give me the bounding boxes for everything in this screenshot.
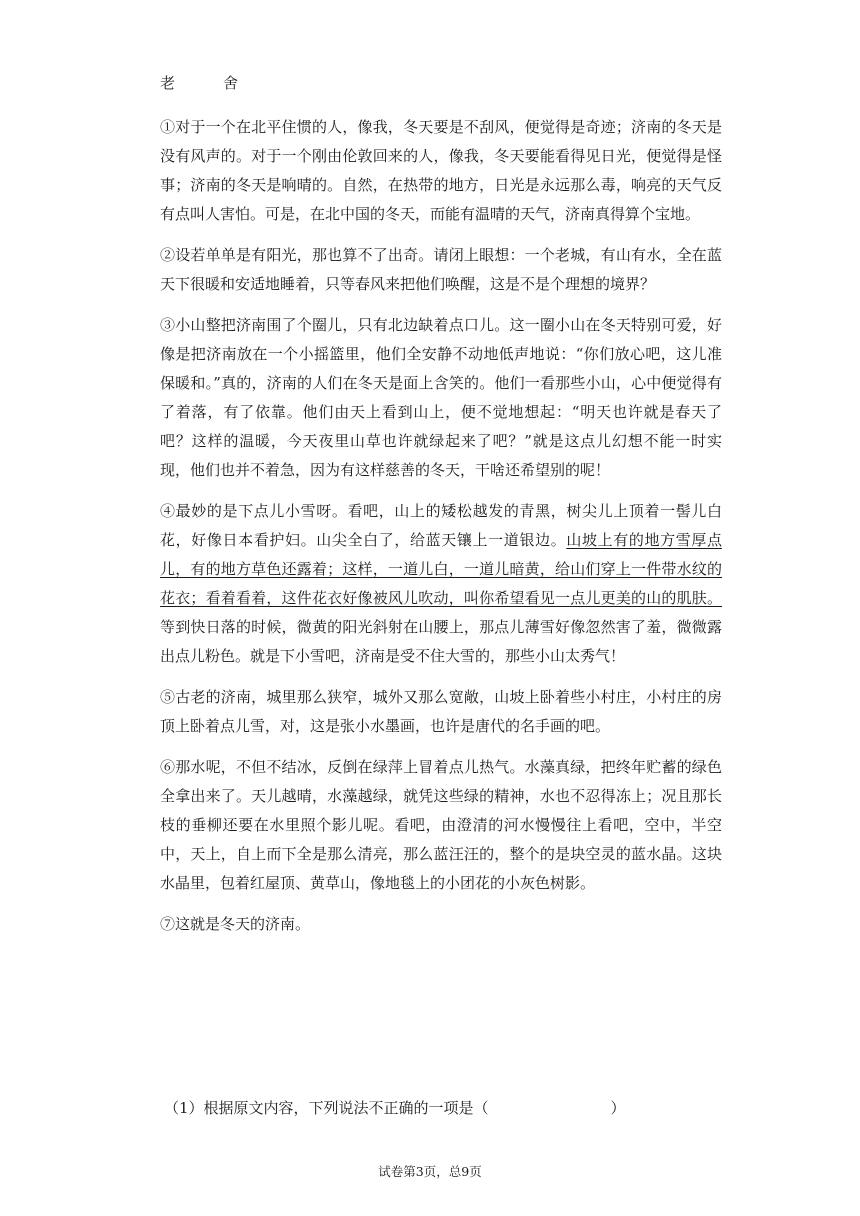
paragraph-5: ⑤古老的济南，城里那么狭窄，城外又那么宽敞，山坡上卧着些小村庄，小村庄的房顶上卧着点儿雪，对，这是张小水墨画，也许是唐代的名手画的吧。 (160, 688, 722, 735)
underlined-sentence: 山坡上有的地方雪厚点儿，有的地方草色还露着；这样，一道儿白，一道儿暗黄，给山们穿上一件带水纹的花衣；看着看着，这件花衣好像被风儿吹动，叫你希望看见一点儿更美的山的肌肤。 (160, 531, 722, 607)
paragraph-1: ①对于一个在北平住惯的人，像我，冬天要是不刮风，便觉得是奇迹；济南的冬天是没有风声的。对于一个刚由伦敦回来的人，像我，冬天要能看得见日光，便觉得是怪事；济南的冬天是响晴的。自然，在热带的地方，日光是永远那么毒，响亮的天气反有点叫人害怕。可是，在北中国的冬天，而能有温晴的天气，济南真得算个宝地。 (160, 118, 722, 223)
author-char-1: 老 (160, 74, 176, 92)
question-close-paren: ） (610, 1099, 626, 1117)
paragraph-4-ending: 等到快日落的时候，微黄的阳光斜射在山腰上，那点儿薄雪好像忽然害了羞，微微露出点儿粉色。就是下小雪吧，济南是受不住大雪的，那些小山太秀气！ (160, 618, 722, 665)
paragraph-7: ⑦这就是冬天的济南。 (160, 915, 311, 933)
page-footer: 试卷第3页，总9页 (378, 1164, 482, 1179)
paragraph-2: ②设若单单是有阳光，那也算不了出奇。请闭上眼想：一个老城，有山有水，全在蓝天下很暖和安适地睡着，只等春风来把他们唤醒，这是不是个理想的境界？ (160, 246, 722, 293)
paragraph-4-intro: ④最妙的是下点儿小雪呀。看吧，山上的矮松越发的青黑，树尖儿上顶着一髻儿白花，好像日本看护妇。山尖全白了，给蓝天镶上一道银边。 (160, 502, 722, 549)
author-char-2: 舍 (223, 74, 239, 92)
author-line (160, 72, 238, 93)
paragraph-3: ③小山整把济南围了个圈儿，只有北边缺着点口儿。这一圈小山在冬天特别可爱，好像是把济南放在一个小摇篮里，他们全安静不动地低声地说：“你们放心吧，这儿准保暖和。”真的，济南的人们在冬天是面上含笑的。他们一看那些小山，心中便觉得有了着落，有了依靠。他们由天上看到山上，便不觉地想起：“明天也许就是春天了吧？这样的温暖，今天夜里山草也许就绿起来了吧？”就是这点儿幻想不能一时实现，他们也并不着急，因为有这样慈善的冬天，干啥还希望别的呢！ (160, 316, 722, 479)
question-1 (164, 1097, 626, 1118)
paragraph-6: ⑥那水呢，不但不结冰，反倒在绿萍上冒着点儿热气。水藻真绿，把终年贮蓄的绿色全拿出来了。天儿越晴，水藻越绿，就凭这些绿的精神，水也不忍得冻上；况且那长枝的垂柳还要在水里照个影儿呢。看吧，由澄清的河水慢慢往上看吧，空中，半空中，天上，自上而下全是那么清亮，那么蓝汪汪的，整个的是块空灵的蓝水晶。这块水晶里，包着红屋顶、黄草山，像地毯上的小团花的小灰色树影。 (160, 758, 722, 892)
question-prompt: （1）根据原文内容，下列说法不正确的一项是（ (164, 1099, 489, 1117)
essay-body (160, 113, 722, 951)
paragraph-4 (160, 497, 722, 671)
